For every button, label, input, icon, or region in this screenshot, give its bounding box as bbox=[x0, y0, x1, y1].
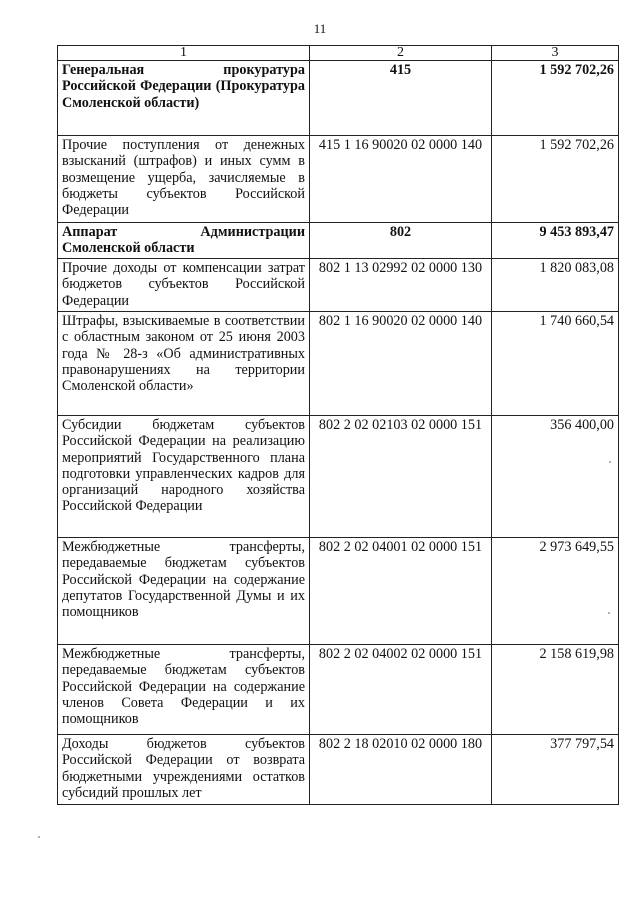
table-row bbox=[58, 735, 619, 805]
table-row bbox=[58, 136, 619, 223]
row-description: Межбюджетные трансферты, передаваемые бюджетам субъектов Российской Федерации на содержание депутатов Государственной Думы и их помощников bbox=[58, 538, 310, 645]
row-code: 415 1 16 90020 02 0000 140 bbox=[310, 136, 492, 223]
row-code: 802 2 18 02010 02 0000 180 bbox=[310, 735, 492, 805]
row-amount: 377 797,54 bbox=[492, 735, 619, 805]
table-row bbox=[58, 61, 619, 136]
row-amount: 2 158 619,98 bbox=[492, 645, 619, 735]
table-header-row bbox=[58, 46, 619, 61]
table-row bbox=[58, 259, 619, 312]
row-code: 415 bbox=[310, 61, 492, 136]
row-code: 802 1 13 02992 02 0000 130 bbox=[310, 259, 492, 312]
row-description: Межбюджетные трансферты, передаваемые бюджетам субъектов Российской Федерации на содержание членов Совета Федерации и их помощников bbox=[58, 645, 310, 735]
row-amount: 9 453 893,47 bbox=[492, 223, 619, 259]
scan-speck bbox=[608, 612, 610, 614]
row-amount: 2 973 649,55 bbox=[492, 538, 619, 645]
row-code: 802 2 02 02103 02 0000 151 bbox=[310, 416, 492, 538]
table-row bbox=[58, 312, 619, 416]
scan-speck bbox=[609, 461, 611, 463]
row-description: Генеральная прокуратура Российской Федерации (Прокуратура Смоленской области) bbox=[58, 61, 310, 136]
row-description: Прочие поступления от денежных взысканий (штрафов) и иных сумм в возмещение ущерба, зачисляемые в бюджеты субъектов Российской Федерации bbox=[58, 136, 310, 223]
column-header: 2 bbox=[310, 46, 492, 61]
revenue-table bbox=[57, 45, 619, 805]
scan-speck bbox=[38, 836, 40, 838]
row-amount: 1 820 083,08 bbox=[492, 259, 619, 312]
row-amount: 1 740 660,54 bbox=[492, 312, 619, 416]
column-header: 3 bbox=[492, 46, 619, 61]
row-code: 802 bbox=[310, 223, 492, 259]
column-header: 1 bbox=[58, 46, 310, 61]
row-code: 802 2 02 04002 02 0000 151 bbox=[310, 645, 492, 735]
row-code: 802 1 16 90020 02 0000 140 bbox=[310, 312, 492, 416]
row-description: Штрафы, взыскиваемые в соответствии с областным законом от 25 июня 2003 года № 28-з «Об административных правонарушениях на территории Смоленской области» bbox=[58, 312, 310, 416]
row-description: Доходы бюджетов субъектов Российской Федерации от возврата бюджетными учреждениями остатков субсидий прошлых лет bbox=[58, 735, 310, 805]
row-description: Прочие доходы от компенсации затрат бюджетов субъектов Российской Федерации bbox=[58, 259, 310, 312]
row-amount: 1 592 702,26 bbox=[492, 61, 619, 136]
table-row bbox=[58, 645, 619, 735]
page-number: 11 bbox=[313, 21, 327, 36]
row-amount: 1 592 702,26 bbox=[492, 136, 619, 223]
row-description: Субсидии бюджетам субъектов Российской Федерации на реализацию мероприятий Государственного плана подготовки управленческих кадров для организаций народного хозяйства Российской Федерации bbox=[58, 416, 310, 538]
table-row bbox=[58, 416, 619, 538]
table-row bbox=[58, 538, 619, 645]
row-code: 802 2 02 04001 02 0000 151 bbox=[310, 538, 492, 645]
row-amount: 356 400,00 bbox=[492, 416, 619, 538]
row-description: Аппарат Администрации Смоленской области bbox=[58, 223, 310, 259]
table-row bbox=[58, 223, 619, 259]
